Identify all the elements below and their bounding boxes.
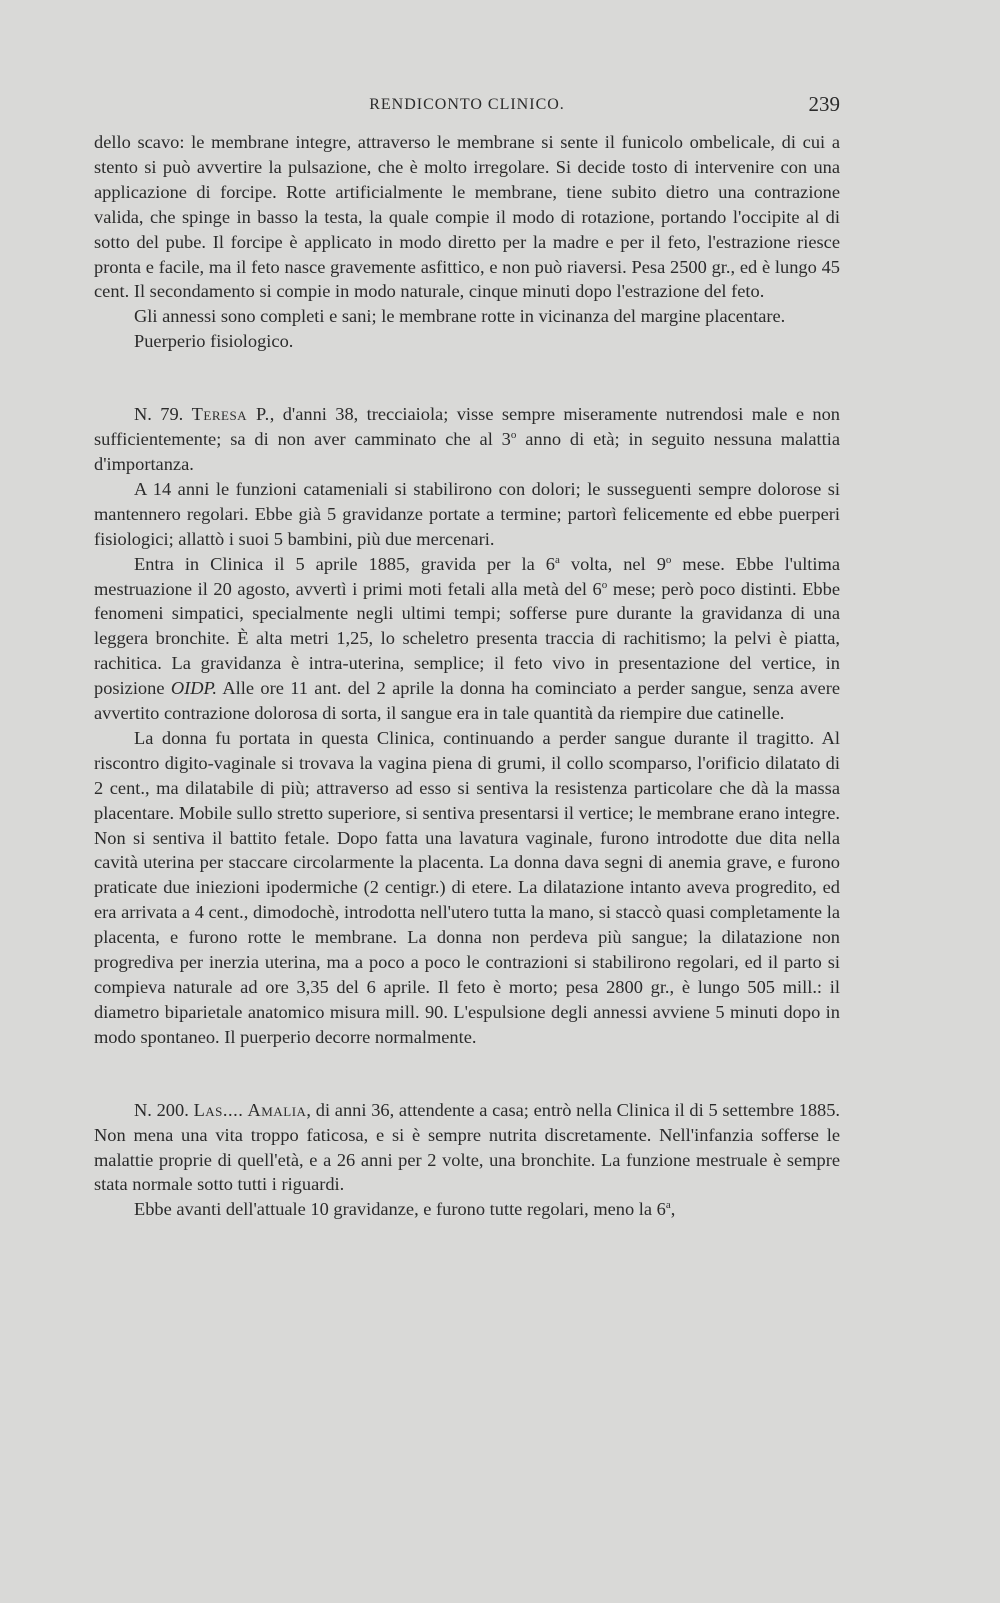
running-head — [94, 92, 840, 118]
case-number: N. 79. — [134, 404, 184, 425]
text-segment: volta, nel 9 — [559, 553, 666, 574]
text-segment: anno di età; in seguito nessuna malattia d'importanza. — [94, 429, 841, 474]
text-segment: Alle ore 11 ant. del 2 aprile la donna ha cominciato a perder sangue, senza avere avvertito contrazione dolorosa di sorta, il sangue era in tale quantità da riempire due catinelle. — [94, 678, 840, 724]
position-abbreviation: OIDP. — [170, 678, 218, 699]
page-body — [94, 130, 840, 1222]
text-segment: , di anni 36, attendente a casa; entrò nella Clinica il di 5 settembre 1885. Non mena una vita troppo faticosa, e si è sempre nutrita discretamente. Nell'infanzia sofferse le malattie proprie di quell'età, e a 26 anni per 2 volte, una bronchite. La funzione mestruale è sempre stata normale sotto tutti i riguardi. — [94, 1099, 840, 1195]
text-segment: , d'anni 38, trecciaiola; visse sempre miseramente nutrendosi male e non sufficientemente; sa di non aver camminato che al 3 — [94, 404, 840, 450]
paragraph-2: Gli annessi sono completi e sani; le membrane rotte in vicinanza del margine placentare. — [134, 306, 786, 327]
superscript: a — [665, 1199, 671, 1212]
text-segment: , — [670, 1199, 676, 1220]
text-segment: Entra in Clinica il 5 aprile 1885, gravida per la 6 — [134, 553, 555, 574]
paragraph-9 — [94, 1197, 840, 1222]
superscript: a — [554, 553, 560, 566]
paragraph-3: Puerperio fisiologico. — [134, 331, 294, 352]
patient-name: Teresa P. — [191, 404, 270, 425]
paragraph-5: A 14 anni le funzioni catameniali si stabilirono con dolori; le susseguenti sempre dolorose si mantennero regolari. Ebbe già 5 gravidanze portate a termine; partorì felicemente ed ebbe puerperi fisiologici; allattò i suoi 5 bambini, più due mercenari. — [94, 478, 840, 549]
paragraph-6 — [94, 552, 840, 726]
text-segment: mese; però poco distinti. Ebbe fenomeni simpatici, specialmente negli ultimi tempi; sofferse pure durante la gravidanza di una leggera bronchite. È alta metri 1,25, lo scheletro presenta traccia di rachitismo; la pelvi è piatta, rachitica. La gravidanza è intra-uterina, semplice; il feto vivo in presentazione del vertice, in posizione — [94, 578, 840, 699]
superscript: o — [665, 553, 672, 566]
page-number: 239 — [808, 92, 840, 116]
text-segment: Ebbe avanti dell'attuale 10 gravidanze, e furono tutte regolari, meno la 6 — [134, 1199, 666, 1220]
case-number: N. 200. — [134, 1099, 189, 1120]
case-200-intro — [94, 1098, 840, 1198]
superscript: o — [601, 578, 608, 591]
superscript: o — [510, 428, 517, 441]
paragraph-1: dello scavo: le membrane integre, attraverso le membrane si sente il funicolo ombelicale, di cui a stento si può avvertire la pulsazione, che è molto irregolare. Si decide tosto di intervenire con una applicazione di forcipe. Rotte artificialmente le membrane, tiene subito dietro una contrazione valida, che spinge in basso la testa, la quale compie il modo di rotazione, portando l'occipite al di sotto del pube. Il forcipe è applicato in modo diretto per la madre e per il feto, l'estrazione riesce pronta e facile, ma il feto nasce gravemente asfittico, e non può riaversi. Pesa 2500 gr., ed è lungo 45 cent. Il secondamento si compie in modo naturale, cinque minuti dopo l'estrazione del feto. — [94, 132, 840, 302]
running-title: RENDICONTO CLINICO. — [369, 96, 565, 113]
paragraph-7: La donna fu portata in questa Clinica, continuando a perder sangue durante il tragitto. Al riscontro digito-vaginale si trovava la vagina piena di grumi, il collo scomparso, l'orificio dilatato di 2 cent., ma dilatabile di più; attraverso ad esso si sentiva la resistenza particolare che dà la massa placentare. Mobile sullo stretto superiore, si sentiva presentarsi il vertice; le membrane erano integre. Non si sentiva il battito fetale. Dopo fatta una lavatura vaginale, furono introdotte due dita nella cavità uterina per staccare circolarmente la placenta. La donna dava segni di anemia grave, e furono praticate due iniezioni ipodermiche (2 centigr.) di etere. La dilatazione intanto aveva progredito, ed era arrivata a 4 cent., dimodochè, introdotta nell'utero tutta la mano, si staccò quasi completamente la placenta, e furono rotte le membrane. La donna non perdeva più sangue; la dilatazione non progrediva per inerzia uterina, ma a poco a poco le contrazioni si stabilirono regolari, ed il parto si compieva naturale ad ore 3,35 del 6 aprile. Il feto è morto; pesa 2800 gr., è lungo 505 mill.: il diametro biparietale anatomico misura mill. 90. L'espulsione degli annessi avviene 5 minuti dopo in modo spontaneo. Il puerperio decorre normalmente. — [94, 727, 840, 1047]
text-segment: mese. Ebbe l'ultima mestruazione il 20 agosto, avvertì i primi moti fetali alla metà del 6 — [94, 553, 840, 599]
patient-name: Las.... Amalia — [193, 1099, 307, 1120]
case-79-intro — [94, 402, 840, 477]
